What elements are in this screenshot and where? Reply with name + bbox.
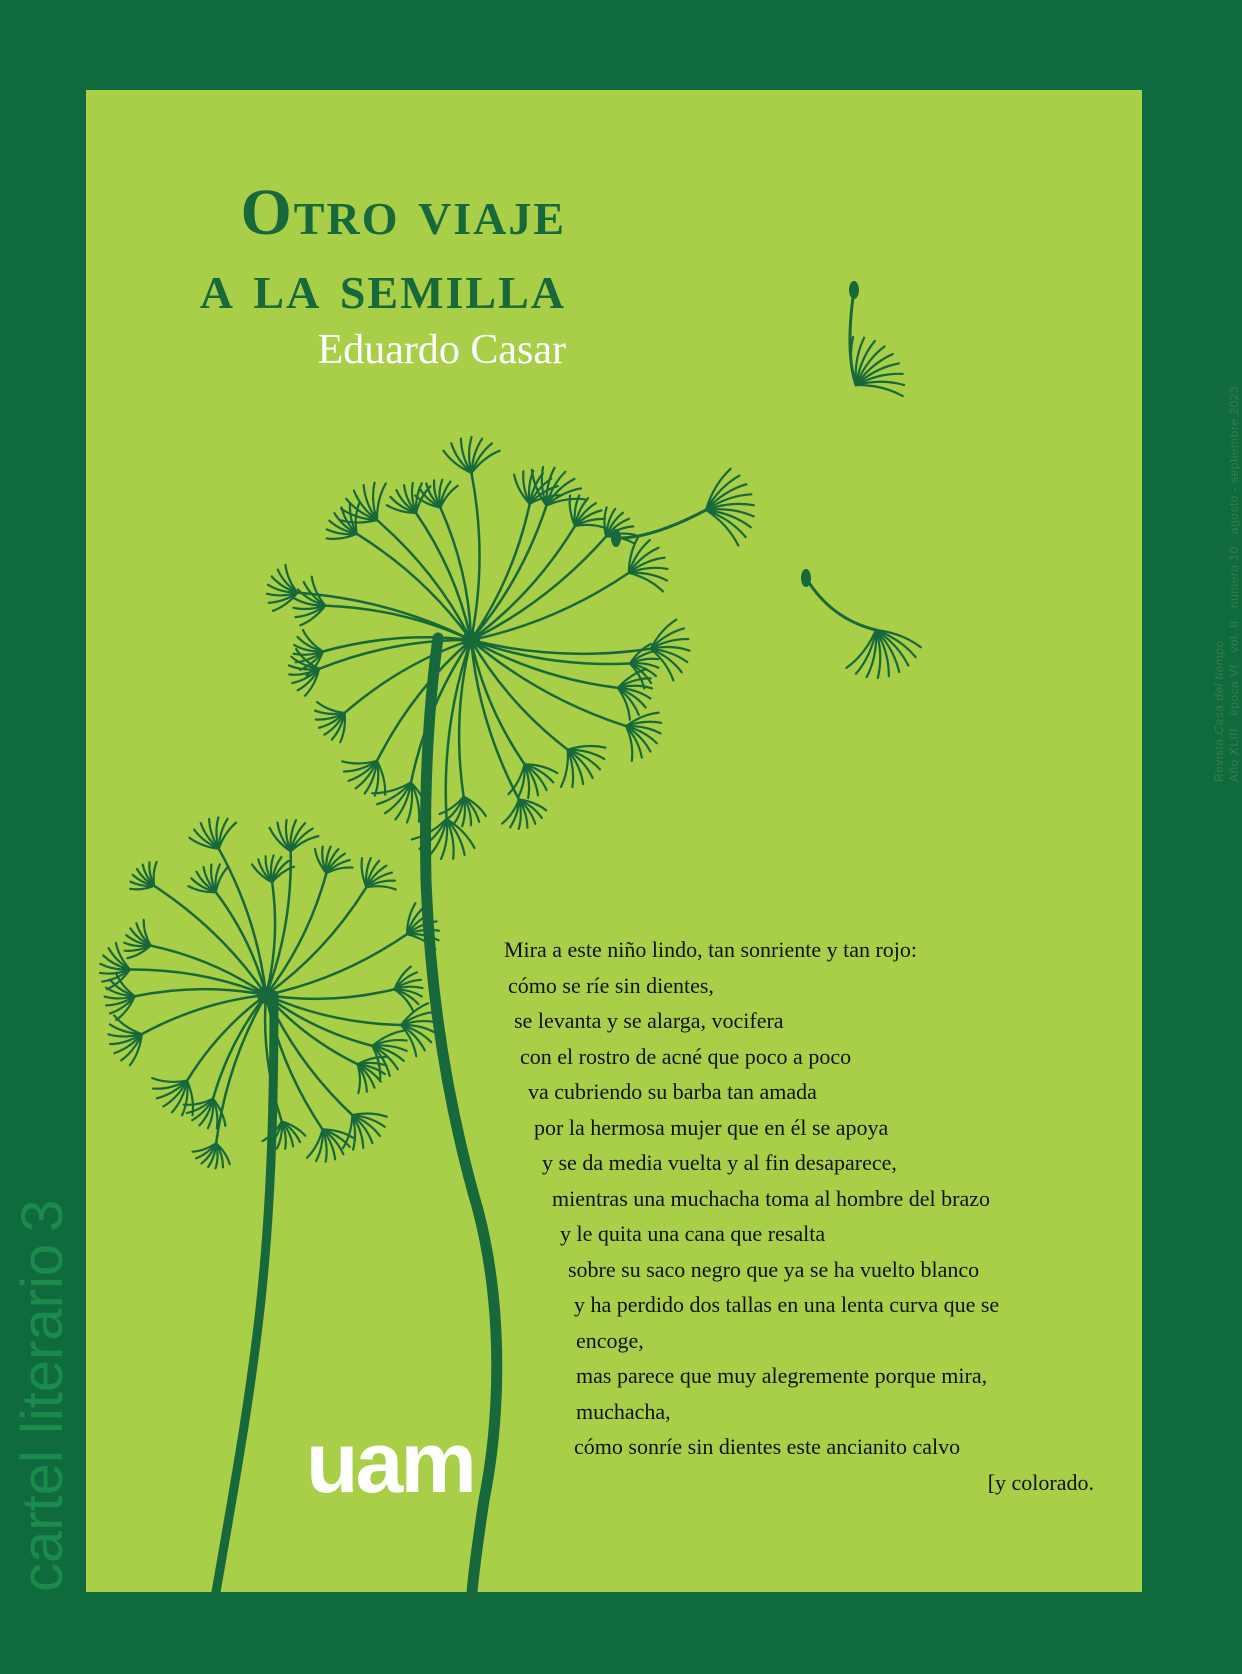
credit-line-1: Revista Casa del tiempo [1212,640,1226,782]
title-line-1: Otro viaje [240,176,566,249]
uam-logo: uam [306,1415,474,1511]
poem-line: [y colorado. [987,1469,1094,1495]
poem-line: se levanta y se alarga, vocifera [514,1008,784,1033]
poem-line: mientras una muchacha toma al hombre del brazo [552,1185,990,1211]
poem-line: cómo se ríe sin dientes, [508,972,714,998]
poem-line: muchacha, [576,1398,671,1424]
poem-line: Mira a este niño lindo, tan sonriente y tan rojo: [504,937,918,962]
author-name: Eduardo Casar [317,327,566,373]
seed-icon [611,281,921,678]
poem-line: y le quita una cana que resalta [560,1221,826,1246]
series-label: cartel literario3 [10,1199,75,1592]
poem-line: y ha perdido dos tallas en una lenta curva que se [574,1292,1000,1317]
magazine-credit [1212,386,1242,782]
poem-line: cómo sonríe sin dientes este ancianito calvo [574,1434,961,1459]
poem-line: va cubriendo su barba tan amada [528,1079,817,1104]
poem-line: por la hermosa mujer que en él se apoya [534,1114,889,1140]
poem-line: mas parece que muy alegremente porque mira, [576,1363,988,1388]
poem-text [504,932,1144,1500]
poem-line: encoge, [576,1327,644,1353]
poem-line: sobre su saco negro que ya se ha vuelto blanco [568,1256,980,1282]
poem-line: y se da media vuelta y al fin desaparece, [542,1150,897,1175]
poem-line: con el rostro de acné que poco a poco [520,1043,852,1069]
small-stem [216,995,274,1592]
poster-panel [86,90,1241,1592]
title-line-2: a la semilla [199,250,566,323]
credit-line-2: Año XLIII · época VI · vol. II · número 10 · agosto - septiembre 2023 [1227,385,1241,782]
dandelion-large-icon [267,437,690,859]
poem-title [200,176,566,324]
